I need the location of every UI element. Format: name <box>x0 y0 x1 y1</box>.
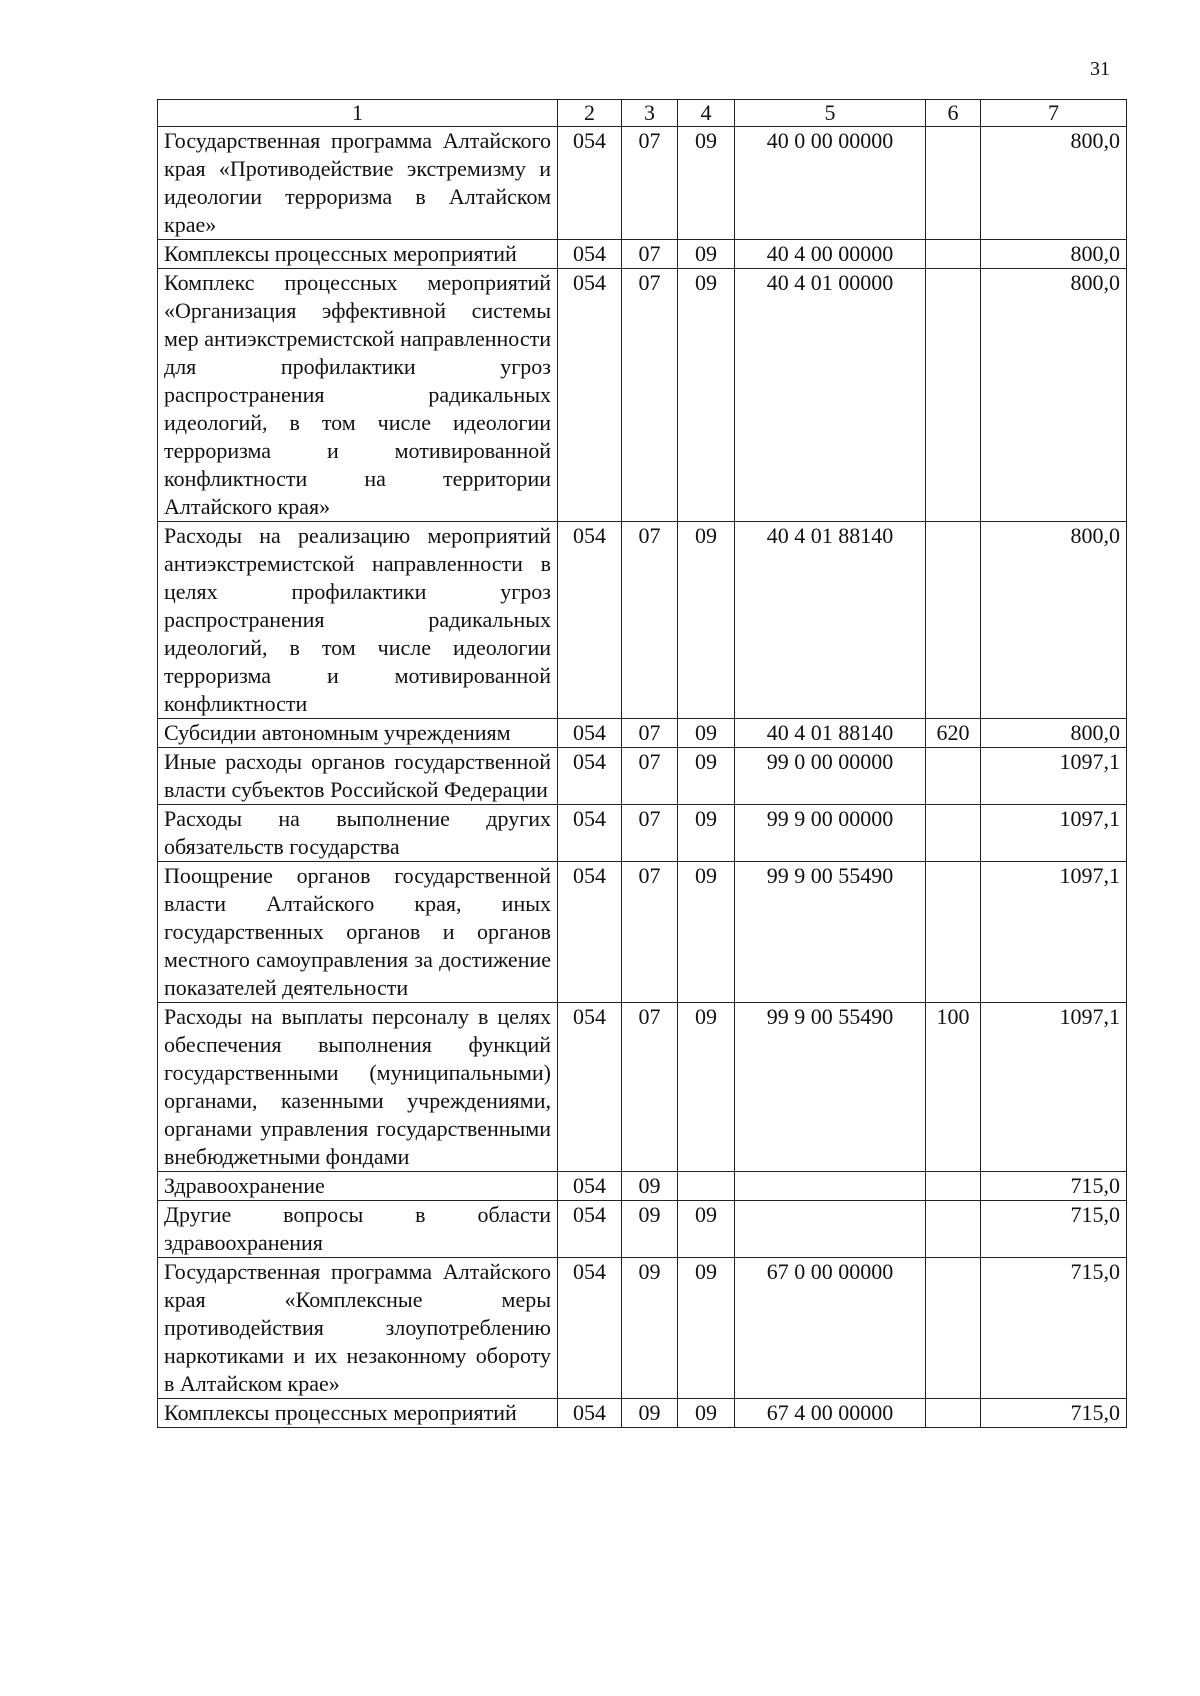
budget-table <box>157 99 1127 1428</box>
row-amount: 715,0 <box>981 1172 1127 1201</box>
row-name: Иные расходы органов государственной власти субъектов Российской Федерации <box>158 748 558 805</box>
row-expense-type <box>926 805 981 862</box>
row-grbs: 054 <box>558 1399 622 1428</box>
row-grbs: 054 <box>558 748 622 805</box>
row-grbs: 054 <box>558 522 622 719</box>
row-subsection <box>678 1172 735 1201</box>
table-row <box>158 127 1127 240</box>
row-expense-type <box>926 748 981 805</box>
row-target-article: 40 4 00 00000 <box>735 240 926 269</box>
row-target-article: 40 4 01 00000 <box>735 269 926 522</box>
row-grbs: 054 <box>558 1003 622 1172</box>
row-amount: 1097,1 <box>981 805 1127 862</box>
row-section: 09 <box>622 1172 678 1201</box>
row-subsection: 09 <box>678 1003 735 1172</box>
row-expense-type <box>926 1172 981 1201</box>
row-expense-type <box>926 1258 981 1399</box>
row-subsection: 09 <box>678 805 735 862</box>
row-grbs: 054 <box>558 269 622 522</box>
row-name: Здравоохранение <box>158 1172 558 1201</box>
table-header-row <box>158 100 1127 127</box>
row-target-article: 40 0 00 00000 <box>735 127 926 240</box>
header-col-3: 3 <box>622 100 678 127</box>
table-row <box>158 522 1127 719</box>
row-name: Комплексы процессных мероприятий <box>158 1399 558 1428</box>
row-section: 09 <box>622 1201 678 1258</box>
row-section: 07 <box>622 805 678 862</box>
row-expense-type <box>926 522 981 719</box>
row-target-article: 99 9 00 55490 <box>735 862 926 1003</box>
row-subsection: 09 <box>678 719 735 748</box>
row-subsection: 09 <box>678 1201 735 1258</box>
row-target-article: 99 9 00 55490 <box>735 1003 926 1172</box>
row-name: Расходы на реализацию мероприятий антиэкстремистской направленности в целях профилактики угроз распространения радикальных идеологий, в том числе идеологии терроризма и мотивированной конфликтности <box>158 522 558 719</box>
row-section: 07 <box>622 862 678 1003</box>
row-subsection: 09 <box>678 240 735 269</box>
table-row <box>158 1201 1127 1258</box>
row-grbs: 054 <box>558 1172 622 1201</box>
row-section: 07 <box>622 719 678 748</box>
row-amount: 800,0 <box>981 522 1127 719</box>
row-grbs: 054 <box>558 805 622 862</box>
row-section: 07 <box>622 240 678 269</box>
header-col-1: 1 <box>158 100 558 127</box>
row-target-article <box>735 1172 926 1201</box>
row-section: 07 <box>622 522 678 719</box>
row-target-article: 67 0 00 00000 <box>735 1258 926 1399</box>
table-row <box>158 1258 1127 1399</box>
row-name: Расходы на выплаты персоналу в целях обеспечения выполнения функций государственными (муниципальными) органами, казенными учреждениями, органами управления государственными внебюджетными фондами <box>158 1003 558 1172</box>
row-subsection: 09 <box>678 1399 735 1428</box>
row-grbs: 054 <box>558 240 622 269</box>
row-expense-type: 620 <box>926 719 981 748</box>
row-amount: 1097,1 <box>981 862 1127 1003</box>
row-grbs: 054 <box>558 1201 622 1258</box>
row-target-article: 67 4 00 00000 <box>735 1399 926 1428</box>
row-amount: 800,0 <box>981 240 1127 269</box>
header-col-5: 5 <box>735 100 926 127</box>
row-name: Комплексы процессных мероприятий <box>158 240 558 269</box>
row-target-article: 40 4 01 88140 <box>735 522 926 719</box>
table-row <box>158 1172 1127 1201</box>
row-target-article: 99 0 00 00000 <box>735 748 926 805</box>
table-row <box>158 805 1127 862</box>
table-row <box>158 269 1127 522</box>
row-name: Субсидии автономным учреждениям <box>158 719 558 748</box>
row-subsection: 09 <box>678 269 735 522</box>
row-grbs: 054 <box>558 127 622 240</box>
table-row <box>158 1003 1127 1172</box>
row-expense-type <box>926 269 981 522</box>
row-subsection: 09 <box>678 862 735 1003</box>
table-row <box>158 1399 1127 1428</box>
row-target-article: 99 9 00 00000 <box>735 805 926 862</box>
table-row <box>158 240 1127 269</box>
row-target-article <box>735 1201 926 1258</box>
row-grbs: 054 <box>558 719 622 748</box>
row-amount: 715,0 <box>981 1399 1127 1428</box>
row-subsection: 09 <box>678 1258 735 1399</box>
header-col-7: 7 <box>981 100 1127 127</box>
table-row <box>158 748 1127 805</box>
row-section: 07 <box>622 748 678 805</box>
row-name: Комплекс процессных мероприятий «Организация эффективной системы мер антиэкстремистской направленности для профилактики угроз распространения радикальных идеологий, в том числе идеологии терроризма и мотивированной конфликтности на территории Алтайского края» <box>158 269 558 522</box>
row-expense-type <box>926 240 981 269</box>
header-col-6: 6 <box>926 100 981 127</box>
row-name: Государственная программа Алтайского края «Противодействие экстремизму и идеологии терроризма в Алтайском крае» <box>158 127 558 240</box>
row-amount: 800,0 <box>981 719 1127 748</box>
row-expense-type <box>926 127 981 240</box>
row-section: 09 <box>622 1399 678 1428</box>
row-section: 07 <box>622 1003 678 1172</box>
row-subsection: 09 <box>678 748 735 805</box>
row-grbs: 054 <box>558 862 622 1003</box>
row-section: 07 <box>622 127 678 240</box>
row-expense-type <box>926 1201 981 1258</box>
row-expense-type <box>926 1399 981 1428</box>
row-grbs: 054 <box>558 1258 622 1399</box>
row-amount: 1097,1 <box>981 1003 1127 1172</box>
row-amount: 1097,1 <box>981 748 1127 805</box>
row-subsection: 09 <box>678 522 735 719</box>
row-section: 09 <box>622 1258 678 1399</box>
row-amount: 800,0 <box>981 127 1127 240</box>
row-amount: 715,0 <box>981 1201 1127 1258</box>
table-row <box>158 719 1127 748</box>
row-amount: 800,0 <box>981 269 1127 522</box>
header-col-2: 2 <box>558 100 622 127</box>
header-col-4: 4 <box>678 100 735 127</box>
row-name: Государственная программа Алтайского края «Комплексные меры противодействия злоупотреблению наркотиками и их незаконному обороту в Алтайском крае» <box>158 1258 558 1399</box>
table-row <box>158 862 1127 1003</box>
row-subsection: 09 <box>678 127 735 240</box>
row-name: Другие вопросы в области здравоохранения <box>158 1201 558 1258</box>
row-target-article: 40 4 01 88140 <box>735 719 926 748</box>
row-name: Расходы на выполнение других обязательств государства <box>158 805 558 862</box>
page-number: 31 <box>1090 58 1110 80</box>
row-expense-type: 100 <box>926 1003 981 1172</box>
row-expense-type <box>926 862 981 1003</box>
row-amount: 715,0 <box>981 1258 1127 1399</box>
row-name: Поощрение органов государственной власти Алтайского края, иных государственных органов и органов местного самоуправления за достижение показателей деятельности <box>158 862 558 1003</box>
row-section: 07 <box>622 269 678 522</box>
